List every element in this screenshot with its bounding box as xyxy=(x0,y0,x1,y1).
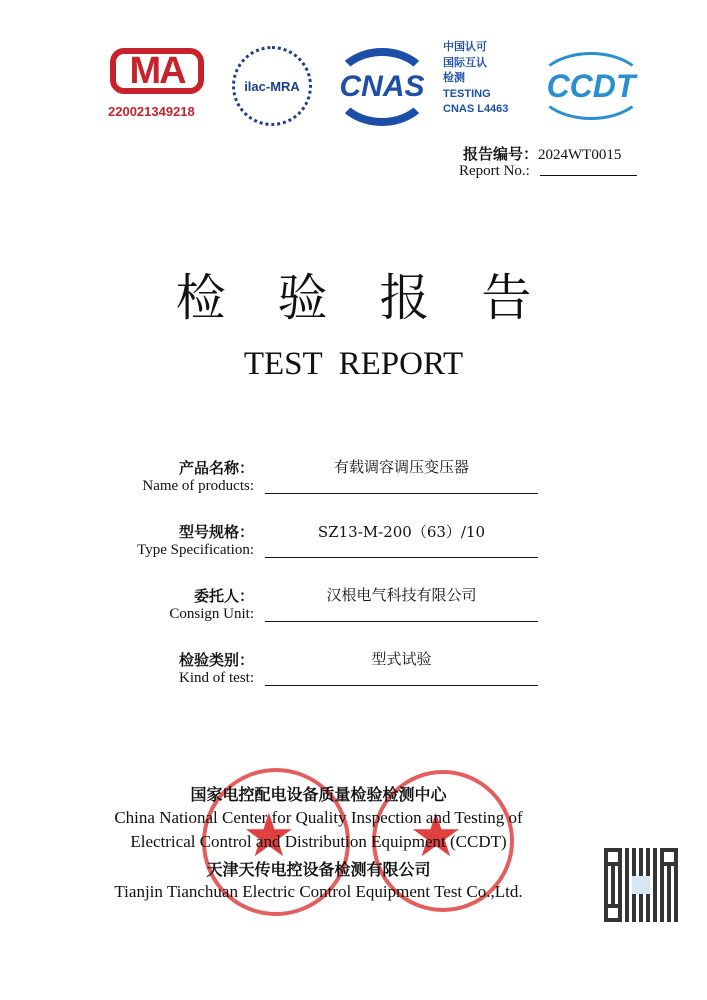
underline xyxy=(265,557,538,558)
title-en: TEST REPORT xyxy=(243,346,464,382)
report-number-line xyxy=(540,175,637,176)
cnas-logo: CNAS xyxy=(332,48,432,126)
report-number-en-label: Report No.: xyxy=(459,163,530,179)
report-number: 报告编号：2024WT0015 xyxy=(463,145,622,163)
title-zh: 检 验 报 告 xyxy=(175,269,550,327)
cnas-accreditation-text: 中国认可 国际互认 检测 TESTING CNAS L4463 xyxy=(443,41,509,115)
underline xyxy=(265,493,538,494)
center-name-en-1: China National Center for Quality Inspection and Testing of xyxy=(114,808,523,827)
center-name-zh: 国家电控配电设备质量检验检测中心 xyxy=(190,785,447,804)
star-icon: ★ xyxy=(242,803,296,869)
underline xyxy=(265,685,538,686)
ilac-mra-logo: ilac-MRA xyxy=(232,46,312,126)
qr-code[interactable] xyxy=(604,848,678,922)
cma-logo: MA xyxy=(110,48,204,94)
center-name-en-2: Electrical Control and Distribution Equipment (CCDT) xyxy=(130,832,507,851)
ccdt-logo: CCDT xyxy=(536,52,646,120)
company-name-en: Tianjin Tianchuan Electric Control Equipment Test Co.,Ltd. xyxy=(114,882,523,901)
cma-number: 220021349218 xyxy=(108,104,195,119)
company-name-zh: 天津天传电控设备检测有限公司 xyxy=(206,860,431,879)
test-report-cover: MA 220021349218 ilac-MRA CNAS 中国认可 国际互认 检测 TESTING CNAS L4463 CCDT 报告编号：2024WT0015 Report No.: 检 验 报 告 TEST REPORT 产品名称： Name of products: 有载调容调压变压器 型号规格： Type Specification: SZ13-M-200（63）/10 委托人： Consign Unit: 汉根电气科技有限公司 检验类别： Kind of test: 型式试验 ★ ★ 国家电控配电设备质量检验检测中心 China National Center for Quality Inspection and Testing of Electrical Control and Distribution Equipment (CCDT) 天津天传电控设备检测有限公司 Tianjin Tianchuan Electric Control Equipment Test Co.,Ltd. xyxy=(0,0,707,1000)
star-icon: ★ xyxy=(409,803,463,869)
underline xyxy=(265,621,538,622)
